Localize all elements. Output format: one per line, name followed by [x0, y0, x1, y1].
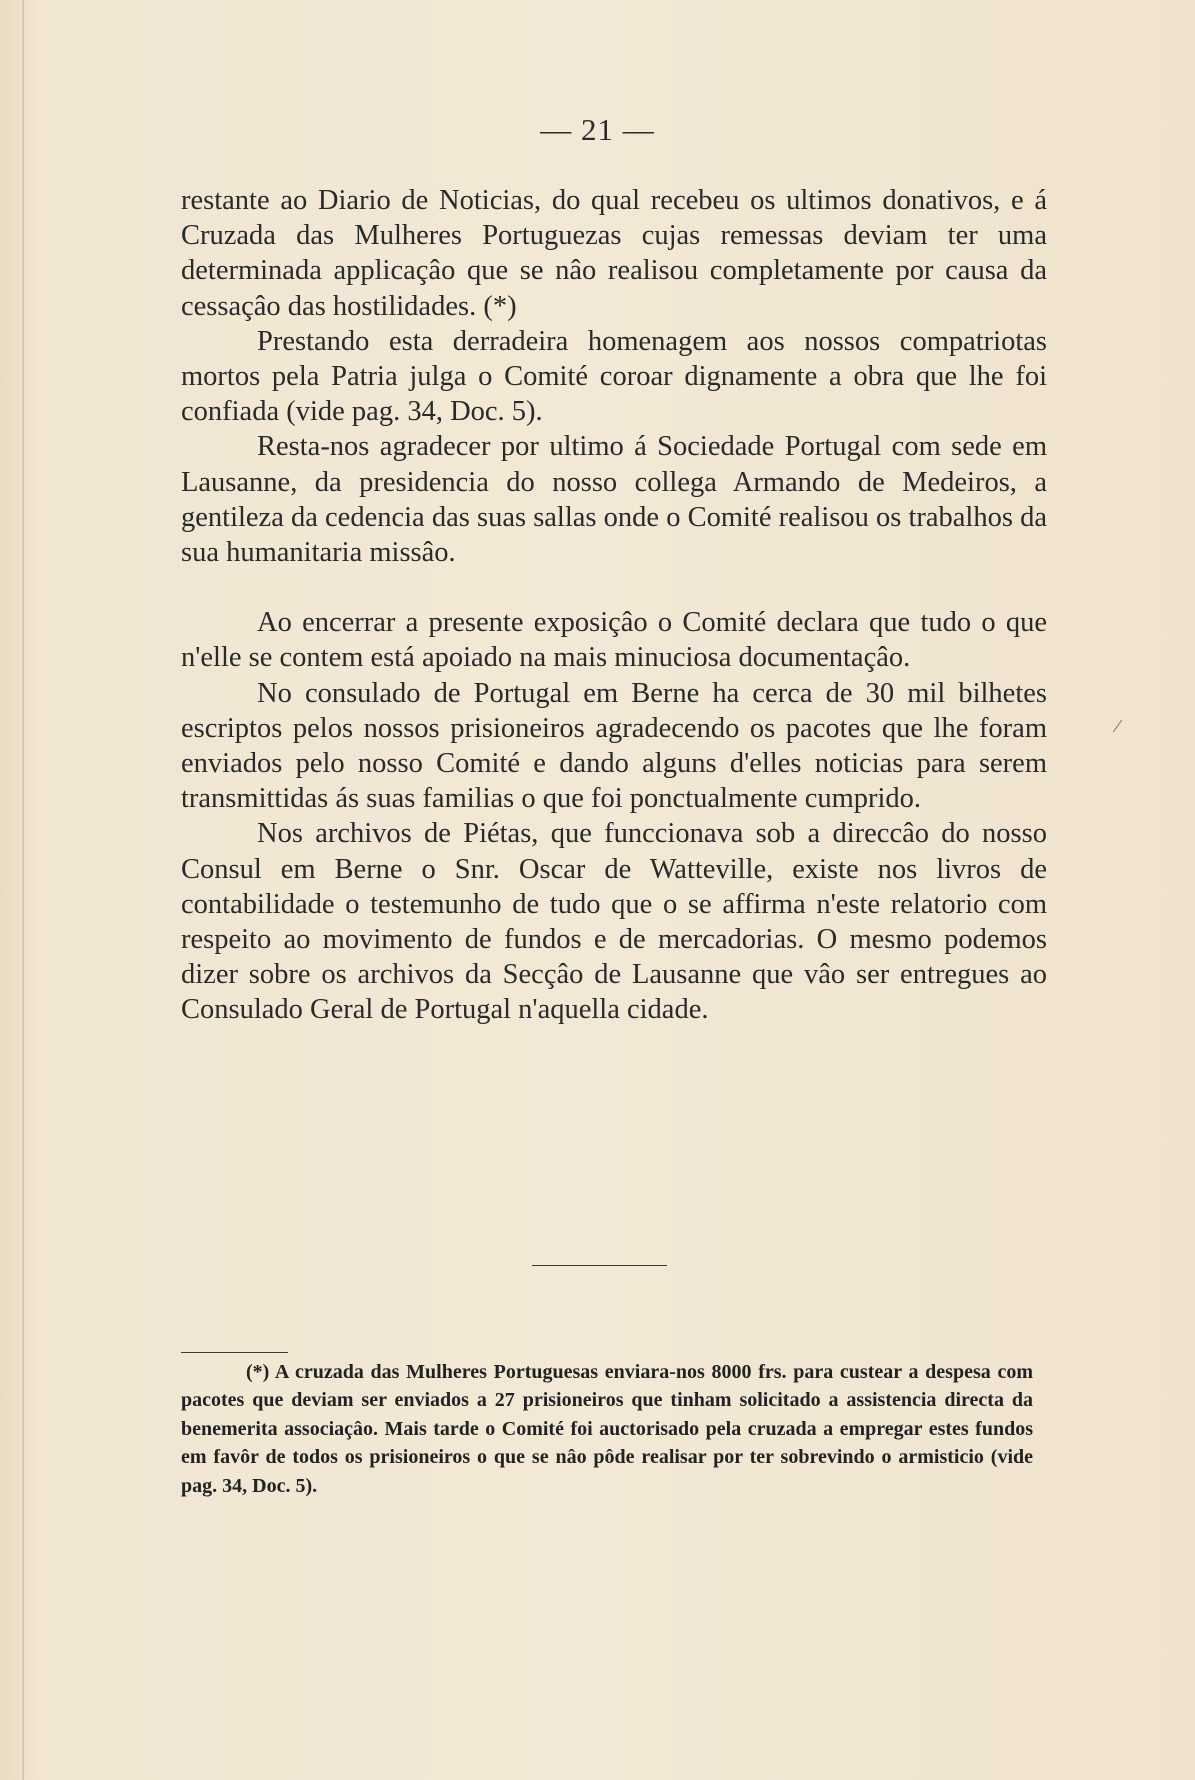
- section-divider: [532, 1265, 667, 1266]
- paragraph-consulate: No consulado de Portugal em Berne ha cerca de 30 mil bilhetes escriptos pelos nossos prisioneiros agradecendo os pacotes que lhe foram enviados pelo nosso Comité e dando alguns d'elles noticias para serem transmittidas ás suas familias o que foi ponctualmente cumprido.: [181, 677, 1047, 815]
- paragraph-homage: Prestando esta derradeira homenagem aos nossos compatriotas mortos pela Patria julga o Comité coroar dignamente a obra que lhe foi confiada (vide pag. 34, Doc. 5).: [181, 325, 1047, 428]
- footnote-divider: [181, 1352, 288, 1353]
- footnote: (*) A cruzada das Mulheres Portuguesas enviara-nos 8000 frs. para custear a despesa com pacotes que deviam ser enviados a 27 prisioneiros que tinham solicitado a assistencia directa da benemerita associaçâo. Mais tarde o Comité foi auctorisado pela cruzada a empregar estes fundos em favôr de todos os prisioneiros o que se nâo pôde realisar por ter sobrevindo o armisticio (vide pag. 34, Doc. 5).: [181, 1361, 1033, 1497]
- body-text: [181, 183, 1047, 1028]
- paragraph-closing: Ao encerrar a presente exposiçâo o Comité declara que tudo o que n'elle se contem está apoiado na mais minuciosa documentaçâo.: [181, 607, 1047, 674]
- page-number: — 21 —: [540, 112, 655, 147]
- paragraph-gap: [181, 570, 1047, 605]
- paragraph-thanks: Resta-nos agradecer por ultimo á Sociedade Portugal com sede em Lausanne, da presidencia do nosso collega Armando de Medeiros, a gentileza da cedencia das suas sallas onde o Comité realisou os trabalhos da sua humanitaria missâo.: [181, 431, 1047, 569]
- paragraph-archives: Nos archivos de Piétas, que funccionava sob a direccâo do nosso Consul em Berne o Snr. Oscar de Watteville, existe nos livros de contabilidade o testemunho de tudo que o se affirma n'este relatorio com respeito ao movimento de fundos e de mercadorias. O mesmo podemos dizer sobre os archivos da Secçâo de Lausanne que vâo ser entregues ao Consulado Geral de Portugal n'aquella cidade.: [181, 818, 1047, 1026]
- paragraph-continuation: restante ao Diario de Noticias, do qual recebeu os ultimos donativos, e á Cruzada das Mulheres Portuguezas cujas remessas deviam ter uma determinada applicaçâo que se nâo realisou completamente por causa da cessaçâo das hostilidades. (*): [181, 185, 1047, 322]
- margin-mark: ⁄: [1116, 716, 1120, 736]
- page-spine-edge: [22, 0, 24, 1780]
